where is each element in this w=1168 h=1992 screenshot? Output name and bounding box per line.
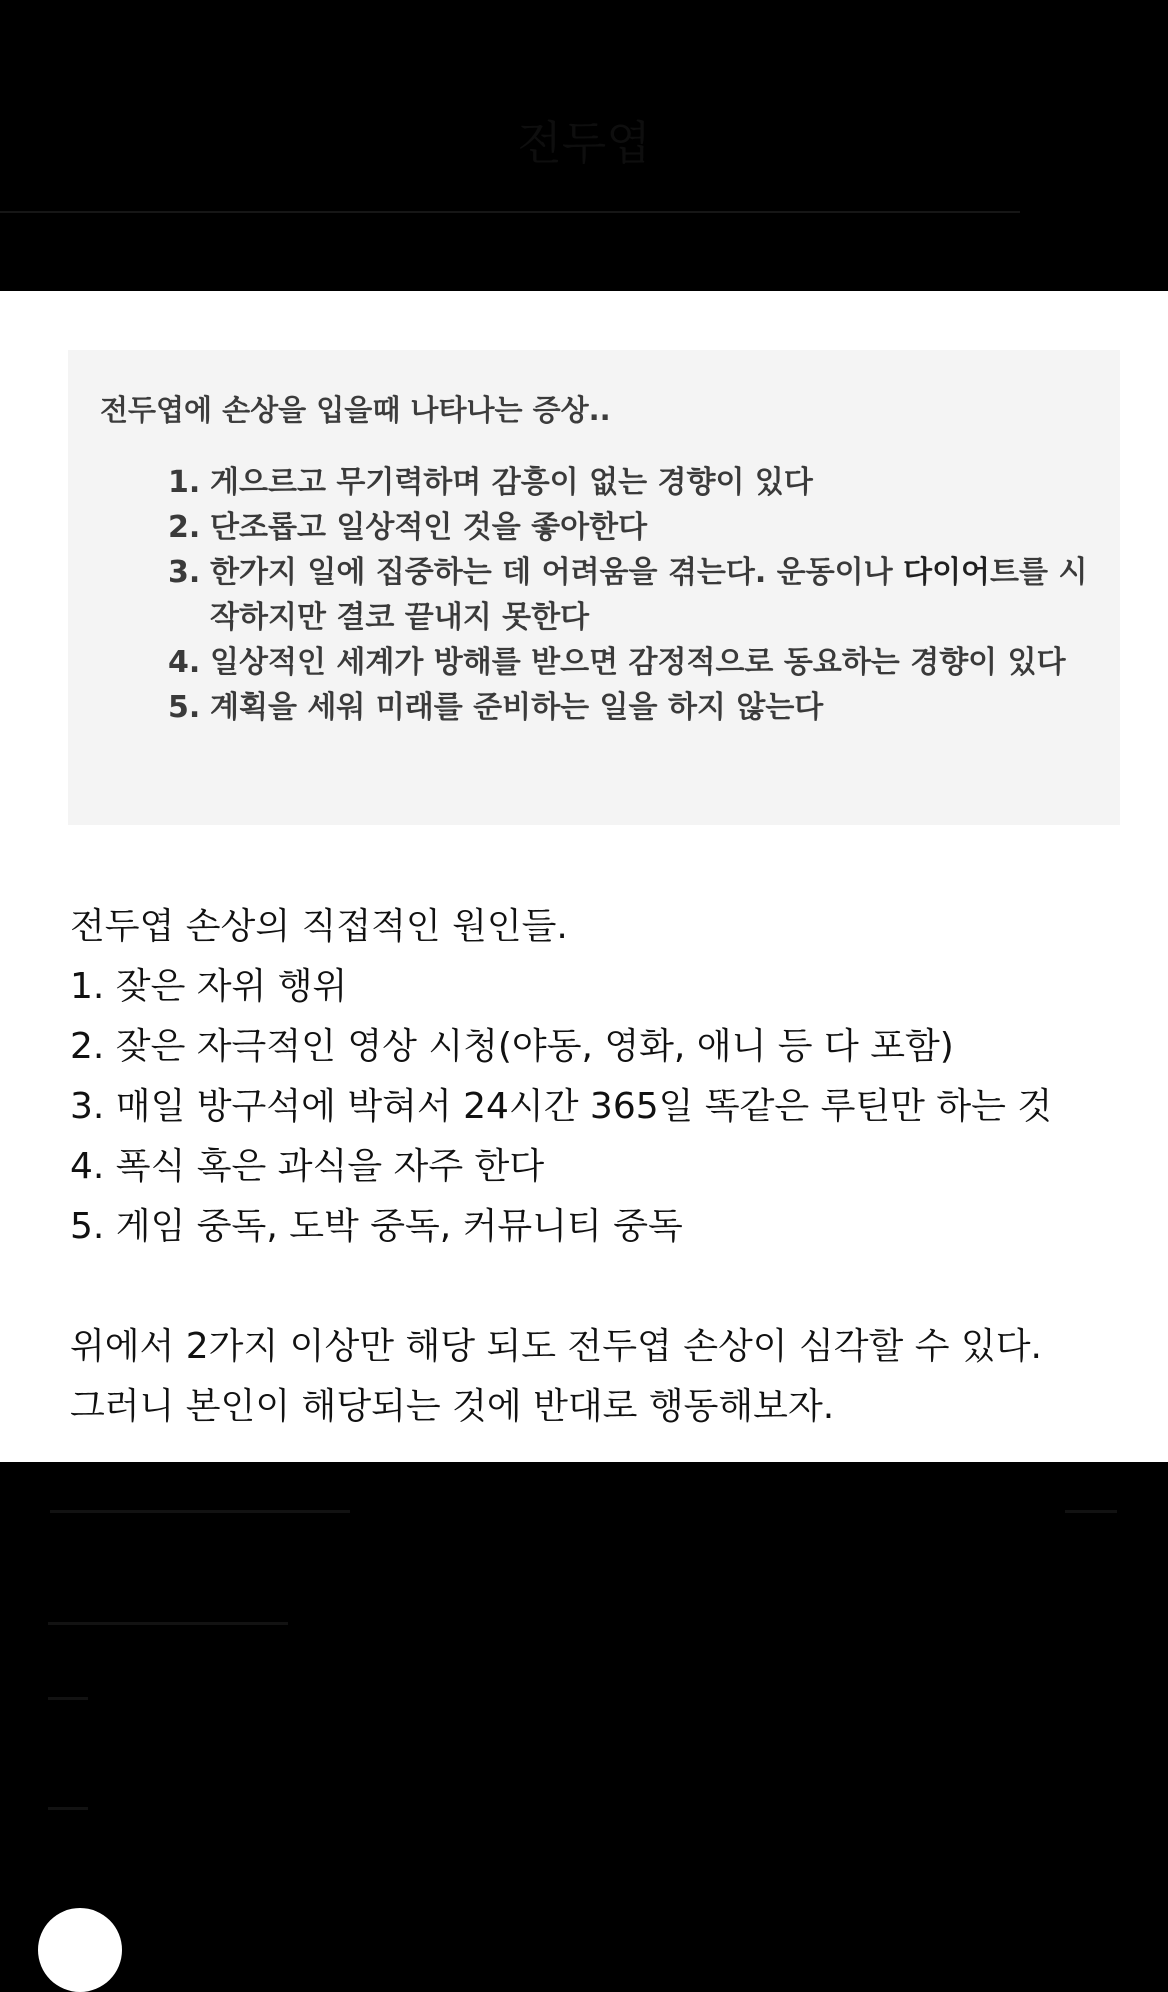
list-item-text xyxy=(210,550,1088,640)
top-bar xyxy=(0,0,1168,291)
list-item-number: 2. xyxy=(168,510,201,545)
list-item xyxy=(168,640,1088,685)
header-divider xyxy=(0,211,1020,213)
list-item-number: 4. xyxy=(168,645,201,680)
header-title: 전두엽 xyxy=(517,116,651,170)
list-item-text-part: 트를 시작하지만 결코 끝내지 못한다 xyxy=(210,555,1088,635)
list-item xyxy=(168,685,1088,730)
list-item-text: 게으르고 무기력하며 감흥이 없는 경향이 있다 xyxy=(210,465,813,500)
list-item-number: 3. xyxy=(168,555,201,590)
cause-item: 5. 게임 중독, 도박 중독, 커뮤니티 중독 xyxy=(70,1206,683,1247)
quote-title: 전두엽에 손상을 입을때 나타나는 증상.. xyxy=(100,393,611,427)
faded-divider xyxy=(48,1622,288,1625)
symptom-list xyxy=(168,460,1088,730)
faded-divider xyxy=(48,1697,88,1700)
faded-divider xyxy=(50,1510,350,1513)
body-text xyxy=(70,897,1130,1437)
cause-item: 3. 매일 방구석에 박혀서 24시간 365일 똑같은 루틴만 하는 것 xyxy=(70,1086,1053,1127)
cause-item: 2. 잦은 자극적인 영상 시청(야동, 영화, 애니 등 다 포함) xyxy=(70,1026,954,1067)
conclusion-line: 그러니 본인이 해당되는 것에 반대로 행동해보자. xyxy=(70,1386,835,1427)
cause-item: 1. 잦은 자위 행위 xyxy=(70,966,348,1007)
list-item-text-part: 한가지 일에 집중하는 데 어려움을 겪는다. 운동이나 xyxy=(210,555,904,590)
list-item-number: 1. xyxy=(168,465,201,500)
list-item xyxy=(168,550,1088,640)
faded-divider xyxy=(48,1807,88,1810)
faded-divider xyxy=(1065,1510,1117,1513)
cause-item: 4. 폭식 혹은 과식을 자주 한다 xyxy=(70,1146,545,1187)
list-item xyxy=(168,505,1088,550)
list-item-text: 단조롭고 일상적인 것을 좋아한다 xyxy=(210,510,648,545)
list-item-number: 5. xyxy=(168,690,201,725)
list-item-text: 일상적인 세계가 방해를 받으면 감정적으로 동요하는 경향이 있다 xyxy=(210,645,1066,680)
list-item-text: 계획을 세워 미래를 준비하는 일을 하지 않는다 xyxy=(210,690,824,725)
paragraph-spacer xyxy=(70,1257,1130,1317)
post-content xyxy=(0,291,1168,1462)
highlighted-text: 다이어 xyxy=(903,555,991,590)
bottom-bar xyxy=(0,1462,1168,1929)
avatar[interactable] xyxy=(38,1908,122,1992)
conclusion-line: 위에서 2가지 이상만 해당 되도 전두엽 손상이 심각할 수 있다. xyxy=(70,1326,1042,1367)
list-item xyxy=(168,460,1088,505)
causes-heading: 전두엽 손상의 직접적인 원인들. xyxy=(70,906,568,947)
quote-box xyxy=(68,350,1120,825)
